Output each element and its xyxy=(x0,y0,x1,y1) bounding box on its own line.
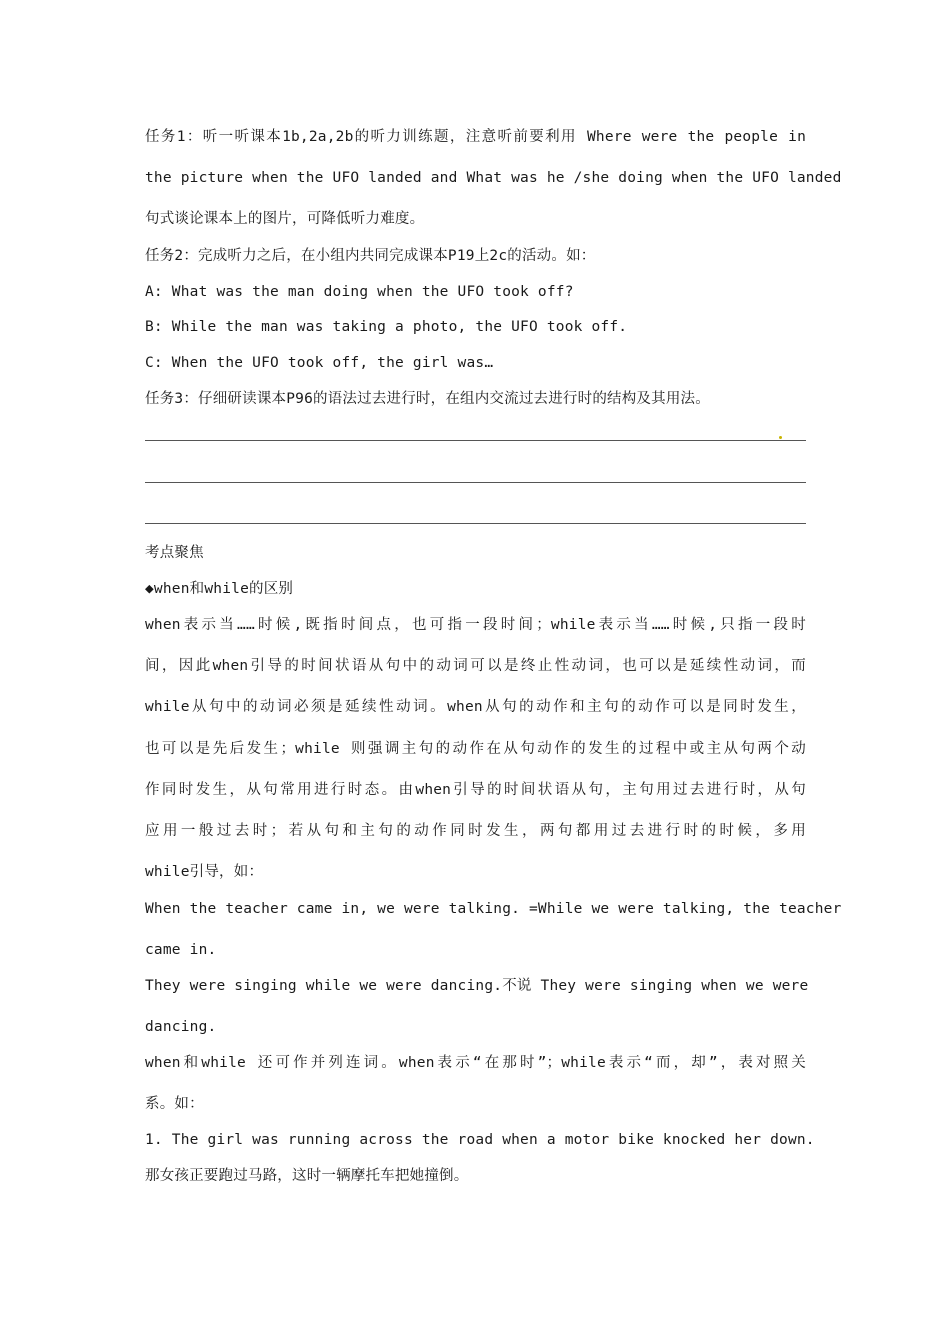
conjunction-line-1: when和while 还可作并列连词。when表示“在那时”；while表示“而，却”，表对照关 xyxy=(145,1055,806,1071)
answer-line-3 xyxy=(145,523,806,524)
dialogue-c: C: When the UFO took off, the girl was… xyxy=(145,355,494,371)
example3-chinese: 那女孩正要跑过马路，这时一辆摩托车把她撞倒。 xyxy=(145,1168,469,1184)
task3-line: 任务3：仔细研读课本P96的语法过去进行时，在组内交流过去进行时的结构及其用法。 xyxy=(145,391,710,407)
example1-line-2: came in. xyxy=(145,942,217,958)
stray-mark xyxy=(779,436,782,439)
paragraph-line-3: while从句中的动词必须是延续性动词。when从句的动作和主句的动作可以是同时发生， xyxy=(145,699,806,715)
paragraph-line-5: 作同时发生，从句常用进行时态。由when引导的时间状语从句，主句用过去进行时，从句 xyxy=(145,782,806,798)
task1-line-1: 任务1：听一听课本1b,2a,2b的听力训练题，注意听前要利用 Where were the people in xyxy=(145,129,806,145)
task1-line-2: the picture when the UFO landed and What was he /she doing when the UFO landed xyxy=(145,170,842,186)
conjunction-line-2: 系。如： xyxy=(145,1096,204,1112)
paragraph-line-7: while引导，如： xyxy=(145,864,264,880)
example3-english: 1. The girl was running across the road when a motor bike knocked her down. xyxy=(145,1132,815,1148)
section-heading: 考点聚焦 xyxy=(145,545,204,561)
task1-line-3: 句式谈论课本上的图片，可降低听力难度。 xyxy=(145,211,425,227)
dialogue-a: A: What was the man doing when the UFO took off? xyxy=(145,284,574,300)
section-subheading: ◆when和while的区别 xyxy=(145,581,294,597)
task2-line: 任务2：完成听力之后，在小组内共同完成课本P19上2c的活动。如： xyxy=(145,248,596,264)
example2-line-1: They were singing while we were dancing.不说 They were singing when we were xyxy=(145,978,809,994)
paragraph-line-2: 间，因此when引导的时间状语从句中的动词可以是终止性动词，也可以是延续性动词，而 xyxy=(145,658,806,674)
answer-line-1 xyxy=(145,440,806,441)
paragraph-line-1: when表示当……时候,既指时间点，也可指一段时间；while表示当……时候,只指一段时 xyxy=(145,617,806,633)
dialogue-b: B: While the man was taking a photo, the UFO took off. xyxy=(145,319,628,335)
paragraph-line-4: 也可以是先后发生；while 则强调主句的动作在从句动作的发生的过程中或主从句两个动 xyxy=(145,741,806,757)
example2-line-2: dancing. xyxy=(145,1019,217,1035)
paragraph-line-6: 应用一般过去时；若从句和主句的动作同时发生，两句都用过去进行时的时候，多用 xyxy=(145,823,806,839)
example1-line-1: When the teacher came in, we were talking. =While we were talking, the teacher xyxy=(145,901,842,917)
answer-line-2 xyxy=(145,482,806,483)
